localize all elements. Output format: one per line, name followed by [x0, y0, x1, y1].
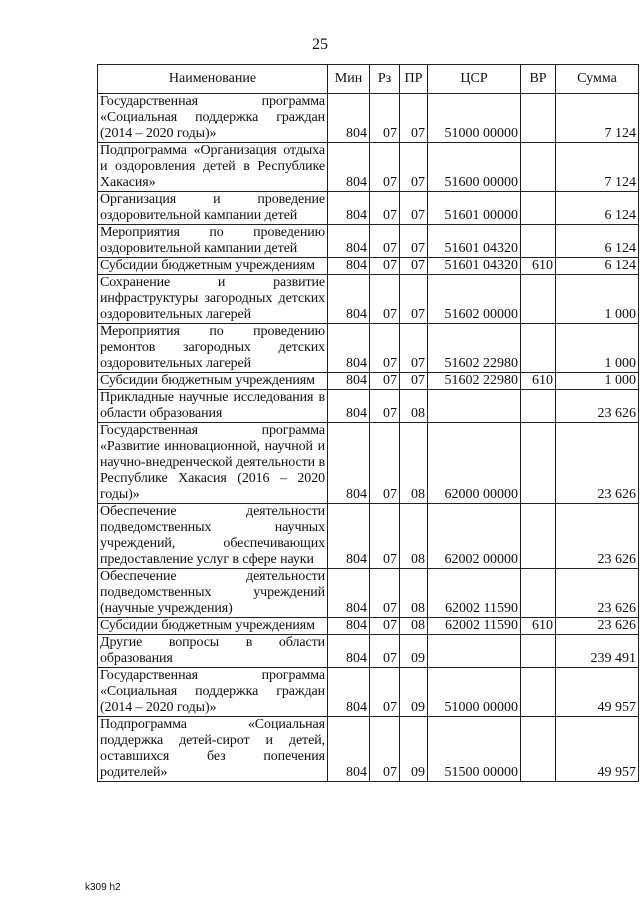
cell-pr: 09	[400, 717, 428, 782]
cell-sum: 49 957	[556, 668, 639, 717]
cell-vr: 610	[521, 373, 556, 390]
cell-min: 804	[328, 390, 370, 423]
cell-rz: 07	[370, 143, 400, 192]
cell-csr: 51600 00000	[428, 143, 521, 192]
cell-min: 804	[328, 504, 370, 569]
cell-name: Подпрограмма «Социальная поддержка детей-сирот и детей, оставшихся без попечения родителей»	[98, 717, 328, 782]
cell-name: Прикладные научные исследования в области образования	[98, 390, 328, 423]
cell-pr: 07	[400, 143, 428, 192]
cell-sum: 7 124	[556, 94, 639, 143]
cell-min: 804	[328, 258, 370, 275]
cell-rz: 07	[370, 423, 400, 504]
cell-csr: 62000 00000	[428, 423, 521, 504]
cell-name: Государственная программа «Социальная поддержка граждан (2014 – 2020 годы)»	[98, 668, 328, 717]
cell-pr: 07	[400, 324, 428, 373]
header-vr: ВР	[521, 65, 556, 94]
cell-rz: 07	[370, 275, 400, 324]
cell-vr	[521, 324, 556, 373]
cell-sum: 23 626	[556, 423, 639, 504]
table-row	[98, 569, 639, 618]
cell-csr: 62002 11590	[428, 618, 521, 635]
cell-vr: 610	[521, 618, 556, 635]
table-row	[98, 504, 639, 569]
cell-min: 804	[328, 143, 370, 192]
table-row	[98, 423, 639, 504]
cell-vr	[521, 423, 556, 504]
cell-rz: 07	[370, 258, 400, 275]
cell-vr	[521, 504, 556, 569]
table-row	[98, 94, 639, 143]
header-rz: Рз	[370, 65, 400, 94]
cell-sum: 6 124	[556, 192, 639, 225]
cell-rz: 07	[370, 717, 400, 782]
header-name: Наименование	[98, 65, 328, 94]
cell-vr	[521, 94, 556, 143]
table-body	[98, 94, 639, 782]
table-row	[98, 373, 639, 390]
cell-rz: 07	[370, 225, 400, 258]
cell-min: 804	[328, 618, 370, 635]
cell-pr: 08	[400, 618, 428, 635]
table-row	[98, 192, 639, 225]
cell-sum: 1 000	[556, 373, 639, 390]
cell-csr: 51500 00000	[428, 717, 521, 782]
cell-vr: 610	[521, 258, 556, 275]
cell-name: Субсидии бюджетным учреждениям	[98, 258, 328, 275]
header-csr: ЦСР	[428, 65, 521, 94]
cell-name: Субсидии бюджетным учреждениям	[98, 618, 328, 635]
cell-name: Обеспечение деятельности подведомственных учреждений (научные учреждения)	[98, 569, 328, 618]
cell-pr: 08	[400, 423, 428, 504]
cell-pr: 08	[400, 390, 428, 423]
cell-sum: 6 124	[556, 258, 639, 275]
cell-csr: 51602 22980	[428, 324, 521, 373]
cell-sum: 49 957	[556, 717, 639, 782]
cell-vr	[521, 225, 556, 258]
cell-min: 804	[328, 635, 370, 668]
table-row	[98, 258, 639, 275]
cell-csr: 51601 00000	[428, 192, 521, 225]
cell-sum: 23 626	[556, 504, 639, 569]
cell-name: Субсидии бюджетным учреждениям	[98, 373, 328, 390]
cell-vr	[521, 635, 556, 668]
cell-vr	[521, 390, 556, 423]
table-row	[98, 390, 639, 423]
cell-vr	[521, 569, 556, 618]
cell-min: 804	[328, 569, 370, 618]
cell-rz: 07	[370, 668, 400, 717]
cell-rz: 07	[370, 504, 400, 569]
cell-min: 804	[328, 717, 370, 782]
cell-name: Обеспечение деятельности подведомственных научных учреждений, обеспечивающих предоставление услуг в сфере науки	[98, 504, 328, 569]
cell-vr	[521, 143, 556, 192]
table-row	[98, 275, 639, 324]
cell-csr	[428, 635, 521, 668]
table-row	[98, 225, 639, 258]
cell-rz: 07	[370, 635, 400, 668]
cell-csr: 62002 00000	[428, 504, 521, 569]
cell-csr	[428, 390, 521, 423]
cell-sum: 23 626	[556, 390, 639, 423]
table-row	[98, 668, 639, 717]
cell-pr: 07	[400, 192, 428, 225]
cell-vr	[521, 717, 556, 782]
cell-name: Мероприятия по проведению ремонтов загородных детских оздоровительных лагерей	[98, 324, 328, 373]
cell-vr	[521, 192, 556, 225]
cell-vr	[521, 668, 556, 717]
cell-name: Другие вопросы в области образования	[98, 635, 328, 668]
cell-sum: 23 626	[556, 618, 639, 635]
cell-min: 804	[328, 324, 370, 373]
cell-vr	[521, 275, 556, 324]
cell-sum: 239 491	[556, 635, 639, 668]
cell-pr: 07	[400, 373, 428, 390]
cell-min: 804	[328, 668, 370, 717]
cell-pr: 09	[400, 635, 428, 668]
cell-pr: 07	[400, 225, 428, 258]
cell-sum: 23 626	[556, 569, 639, 618]
cell-rz: 07	[370, 373, 400, 390]
page-number: 25	[312, 36, 328, 53]
cell-csr: 51601 04320	[428, 225, 521, 258]
cell-sum: 6 124	[556, 225, 639, 258]
cell-csr: 51602 00000	[428, 275, 521, 324]
table-row	[98, 717, 639, 782]
table-row	[98, 324, 639, 373]
budget-table	[97, 64, 639, 782]
cell-sum: 1 000	[556, 275, 639, 324]
cell-csr: 51000 00000	[428, 94, 521, 143]
cell-pr: 07	[400, 275, 428, 324]
cell-rz: 07	[370, 192, 400, 225]
cell-min: 804	[328, 225, 370, 258]
cell-sum: 1 000	[556, 324, 639, 373]
cell-sum: 7 124	[556, 143, 639, 192]
header-pr: ПР	[400, 65, 428, 94]
cell-min: 804	[328, 275, 370, 324]
cell-pr: 07	[400, 94, 428, 143]
cell-pr: 08	[400, 569, 428, 618]
table-row	[98, 635, 639, 668]
header-min: Мин	[328, 65, 370, 94]
cell-name: Подпрограмма «Организация отдыха и оздоровления детей в Республике Хакасия»	[98, 143, 328, 192]
footer-code: k309 h2	[85, 882, 121, 893]
table-row	[98, 618, 639, 635]
table-row	[98, 143, 639, 192]
cell-min: 804	[328, 94, 370, 143]
cell-name: Сохранение и развитие инфраструктуры загородных детских оздоровительных лагерей	[98, 275, 328, 324]
cell-rz: 07	[370, 94, 400, 143]
header-sum: Сумма	[556, 65, 639, 94]
cell-csr: 51000 00000	[428, 668, 521, 717]
cell-rz: 07	[370, 324, 400, 373]
cell-name: Государственная программа «Социальная поддержка граждан (2014 – 2020 годы)»	[98, 94, 328, 143]
cell-name: Организация и проведение оздоровительной кампании детей	[98, 192, 328, 225]
cell-csr: 51602 22980	[428, 373, 521, 390]
cell-rz: 07	[370, 390, 400, 423]
cell-csr: 51601 04320	[428, 258, 521, 275]
header-row	[98, 65, 639, 94]
cell-rz: 07	[370, 618, 400, 635]
cell-csr: 62002 11590	[428, 569, 521, 618]
cell-pr: 07	[400, 258, 428, 275]
cell-pr: 09	[400, 668, 428, 717]
cell-pr: 08	[400, 504, 428, 569]
cell-min: 804	[328, 192, 370, 225]
cell-min: 804	[328, 373, 370, 390]
cell-name: Государственная программа «Развитие инновационной, научной и научно-внедренческой деятельности в Республике Хакасия (2016 – 2020 годы)»	[98, 423, 328, 504]
cell-rz: 07	[370, 569, 400, 618]
cell-name: Мероприятия по проведению оздоровительной кампании детей	[98, 225, 328, 258]
cell-min: 804	[328, 423, 370, 504]
